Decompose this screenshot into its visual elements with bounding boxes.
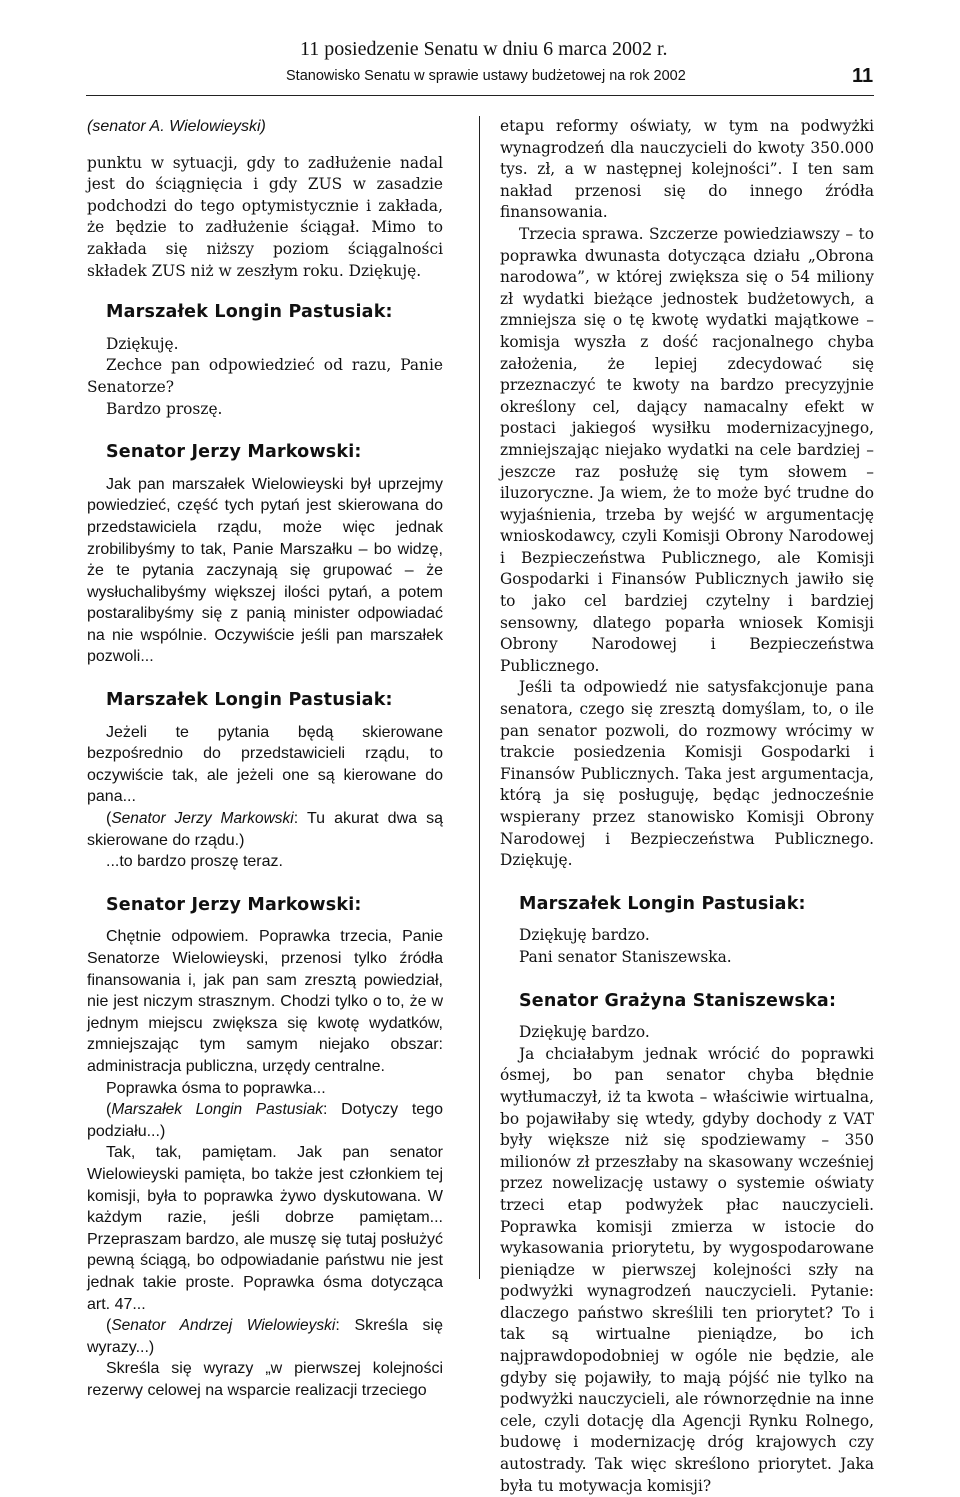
paragraph: Jak pan marszałek Wielowieyski był uprzejmy powiedzieć, część tych pytań jest skierowana do przedstawiciela rządu, może więc jednak zrobilibyśmy to tak, Panie Marszałku – bo widzę, że te pytania zaczynają się grupować – że wysłuchalibyśmy większej ilości pytań, a potem postaralibyśmy się z panią minister odpowiadać na nie wspólnie. Oczywiście jeśli pan marszałek pozwoli...	[87, 475, 443, 666]
right-column	[500, 116, 874, 1497]
paragraph: etapu reformy oświaty, w tym na podwyżki wynagrodzeń dla nauczycieli do kwoty 350.000 tys. zł, a w następnej kolejności”. I ten sam nakład przenosi się do innego źródła finansowania.	[500, 117, 874, 222]
paragraph: Chętnie odpowiem. Poprawka trzecia, Panie Senatorze Wielowieyski, przenosi tylko źródła finansowania i, jak pan sam zresztą powiedział, nie jest niczym strasznym. Chodzi tylko o to, że w jednym miejscu zwiększa się kwotę wydatków, zmniejszając tym samym niejako obszar: administracja publiczna, urzędy centralne.	[87, 928, 443, 1075]
paragraph: Skreśla się wyrazy „w pierwszej kolejności rezerwy celowej na wsparcie realizacji trzeciego	[87, 1360, 443, 1399]
paragraph: Dziękuję.	[106, 334, 179, 353]
paragraph: Jeśli ta odpowiedź nie satysfakcjonuje pana senatora, czego się zresztą domyślam, to, o ile pan senator pozwoli, do rozmowy wrócimy w trakcie posiedzenia Komisji Gospodarki i Finansów Publicznych. Taka jest argumentacja, którą ja się posługuję, będąc jednocześnie wspierany przez stanowisko Komisji Obrony Narodowej i Bezpieczeństwa Publicznego. Dziękuję.	[500, 678, 874, 870]
page-number: 11	[852, 65, 874, 87]
interjection-speaker: Marszałek Longin Pastusiak	[111, 1101, 323, 1119]
interjection-text: : Dotyczy tego podziału...)	[87, 1101, 443, 1140]
paragraph: Jeżeli te pytania będą skierowane bezpośrednio do przedstawicieli rządu, to oczywiście tak, ale jeżeli one są kierowane do pana...	[87, 723, 443, 806]
paragraph: Bardzo proszę.	[106, 399, 223, 418]
header-title: 11 posiedzenie Senatu w dniu 6 marca 2002 r.	[300, 38, 668, 60]
paragraph: Poprawka ósma to poprawka...	[106, 1079, 326, 1097]
header-rule	[86, 95, 874, 96]
paragraph: Trzecia sprawa. Szczerze powiedziawszy – to poprawka dwunasta dotycząca działu „Obrona narodowa”, w której zwiększa się o 54 miliony zł wydatki bieżące jednostek budżetowych, a zmniejsza się o tę kwotę wydatki majątkowe – komisja wyszła z dość racjonalnego chyba założenia, że lepiej zdecydować się przeznaczyć te kwoty na bardzo precyzyjnie określony cel, dający namacalny efekt w postaci jakiegoś wysiłku modernizacyjnego, zmniejszając niejako wydatki na cele bardziej – jeszcze raz posłużę się tym słowem – iluzoryczne. Ja wiem, że to może być trudne do wyjaśnienia, trzeba by wejść w argumentację wnioskodawcy, czyli Komisji Obrony Narodowej i Bezpieczeństwa Publicznego, ale Komisji Gospodarki i Finansów Publicznych jawiło się to jako cel bardziej czytelny i bardziej sensowny, dlatego poparła wniosek Komisji Obrony Narodowej i Bezpieczeństwa Publicznego.	[500, 224, 874, 675]
speaker-heading: Senator Jerzy Markowski:	[106, 442, 362, 463]
left-column	[87, 116, 443, 1401]
paragraph: Tak, tak, pamiętam. Jak pan senator Wielowieyski pamięta, bo także jest członkiem tej komisji, była to poprawka żywo dyskutowana. W każdym razie, jeśli dobrze pamiętam... Przepraszam bardzo, ale muszę się tutaj posłużyć pewną ściągą, bo odpowiadanie państwu nie jest jednak takie proste. Poprawka ósma dotycząca art. 47...	[87, 1144, 443, 1313]
interjection: (Senator Jerzy Markowski: Tu akurat dwa są skierowane do rządu.)	[87, 810, 443, 849]
speaker-heading: Marszałek Longin Pastusiak:	[106, 690, 393, 711]
paragraph: Pani senator Staniszewska.	[519, 947, 732, 966]
paragraph: Dziękuję bardzo.	[519, 1023, 650, 1042]
speaker-heading: Marszałek Longin Pastusiak:	[106, 302, 393, 323]
header-subtitle: Stanowisko Senatu w sprawie ustawy budżetowej na rok 2002	[286, 68, 686, 84]
paragraph: punktu w sytuacji, gdy to zadłużenie nadal jest do ściągnięcia i gdy ZUS w zasadzie podchodzi do tego optymistycznie i zakłada, że będzie to zadłużenie ściągał. Mimo to zakłada się niższy poziom ściągalności składek ZUS niż w zeszłym roku. Dziękuję.	[87, 153, 443, 280]
interjection: (Marszałek Longin Pastusiak: Dotyczy tego podziału...)	[87, 1101, 443, 1140]
paragraph: Dziękuję bardzo.	[519, 926, 650, 945]
interjection-text: : Tu akurat dwa są skierowane do rządu.)	[87, 810, 443, 849]
speaker-heading: Senator Grażyna Staniszewska:	[519, 990, 837, 1011]
interjection-speaker: Senator Andrzej Wielowieyski	[111, 1317, 336, 1335]
interjection-text: : Skreśla się wyrazy...)	[87, 1317, 444, 1356]
paragraph: ...to bardzo proszę teraz.	[106, 853, 283, 871]
speaker-heading: Marszałek Longin Pastusiak:	[519, 893, 806, 914]
interjection: (Senator Andrzej Wielowieyski: Skreśla się wyrazy...)	[87, 1317, 444, 1356]
paragraph: Zechce pan odpowiedzieć od razu, Panie Senatorze?	[87, 356, 443, 396]
speaker-heading: Senator Jerzy Markowski:	[106, 894, 362, 915]
column-divider	[479, 116, 480, 1279]
paragraph: Ja chciałabym jednak wrócić do poprawki ósmej, bo pan senator chyba błędnie wytłumaczył, iż ta kwota – właściwie wirtualna, bo pojawiłaby się wtedy, gdyby dochody z VAT były większe niż się spodziewamy – 350 milionów zł przeszłaby na skasowany wcześniej przez nowelizację ustawy o systemie oświaty trzeci etap podwyżek płac nauczycieli. Poprawka komisji zmierza w istocie do wykasowania priorytetu, by wygospodarowane pieniądze w pierwszej kolejności szły na podwyżki wynagrodzeń nauczycieli. Pytanie: dlaczego państwo skreślili ten priorytet? To i tak są wirtualne pieniądze, bo ich najprawdopodobniej w ogóle nie będzie, ale gdyby się pojawiły, to mają pójść nie tylko na podwyżki nauczycieli, ale równorzędnie na inne cele, czyli dotację dla Agencji Rynku Rolnego, budowę i modernizację dróg krajowych czy autostrady. Tak więc skreślono priorytet. Jaka była tu motywacja komisji?	[500, 1044, 874, 1495]
interjection-speaker: Senator Jerzy Markowski	[111, 810, 294, 828]
speaker-note: (senator A. Wielowieyski)	[87, 118, 266, 135]
